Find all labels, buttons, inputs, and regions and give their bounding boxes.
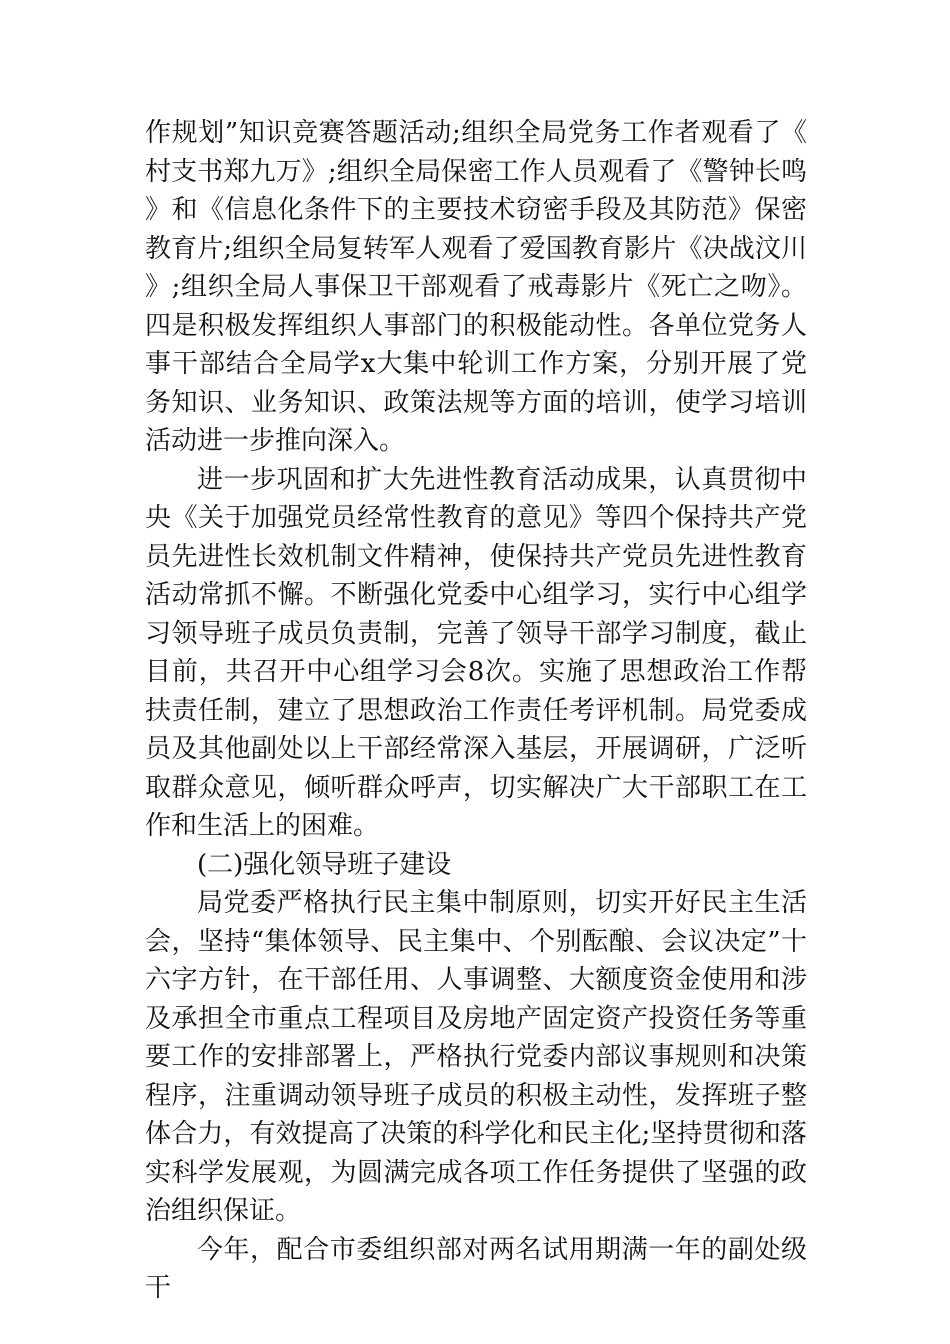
section-heading: (二)强化领导班子建设: [197, 849, 452, 880]
paragraph-leadership: 局党委严格执行民主集中制原则，切实开好民主生活会，坚持“集体领导、民主集中、个别酝酿、会议决定”十六字方针，在干部任用、人事调整、大额度资金使用和涉及承担全市重点工程项目及房地产固定资产投资任务等重要工作的安排部署上，严格执行党委内部议事规则和决策程序，注重调动领导班子成员的积极主动性，发挥班子整体合力，有效提高了决策的科学化和民主化;坚持贯彻和落实科学发展观，为圆满完成各项工作任务提供了坚强的政治组织保证。: [145, 888, 807, 1226]
paragraph-continuation: 作规划”知识竞赛答题活动;组织全局党务工作者观看了《村支书郑九万》;组织全局保密工作人员观看了《警钟长鸣》和《信息化条件下的主要技术窃密手段及其防范》保密教育片;组织全局复转军人观看了爱国教育影片《决战汶川》;组织全局人事保卫干部观看了戒毒影片《死亡之吻》。四是积极发挥组织人事部门的积极能动性。各单位党务人事干部结合全局学x大集中轮训工作方案，分别开展了党务知识、业务知识、政策法规等方面的培训，使学习培训活动进一步推向深入。: [145, 118, 807, 456]
paragraph-advanced-education: 进一步巩固和扩大先进性教育活动成果，认真贯彻中央《关于加强党员经常性教育的意见》等四个保持共产党员先进性长效机制文件精神，使保持共产党员先进性教育活动常抓不懈。不断强化党委中心组学习，实行中心组学习领导班子成员负责制，完善了领导干部学习制度，截止目前，共召开中心组学习会8次。实施了思想政治工作帮扶责任制，建立了思想政治工作责任考评机制。局党委成员及其他副处以上干部经常深入基层，开展调研，广泛听取群众意见，倾听群众呼声，切实解决广大干部职工在工作和生活上的困难。: [145, 464, 807, 841]
document-body: [145, 114, 807, 1308]
paragraph-this-year: 今年，配合市委组织部对两名试用期满一年的副处级干: [145, 1234, 807, 1303]
